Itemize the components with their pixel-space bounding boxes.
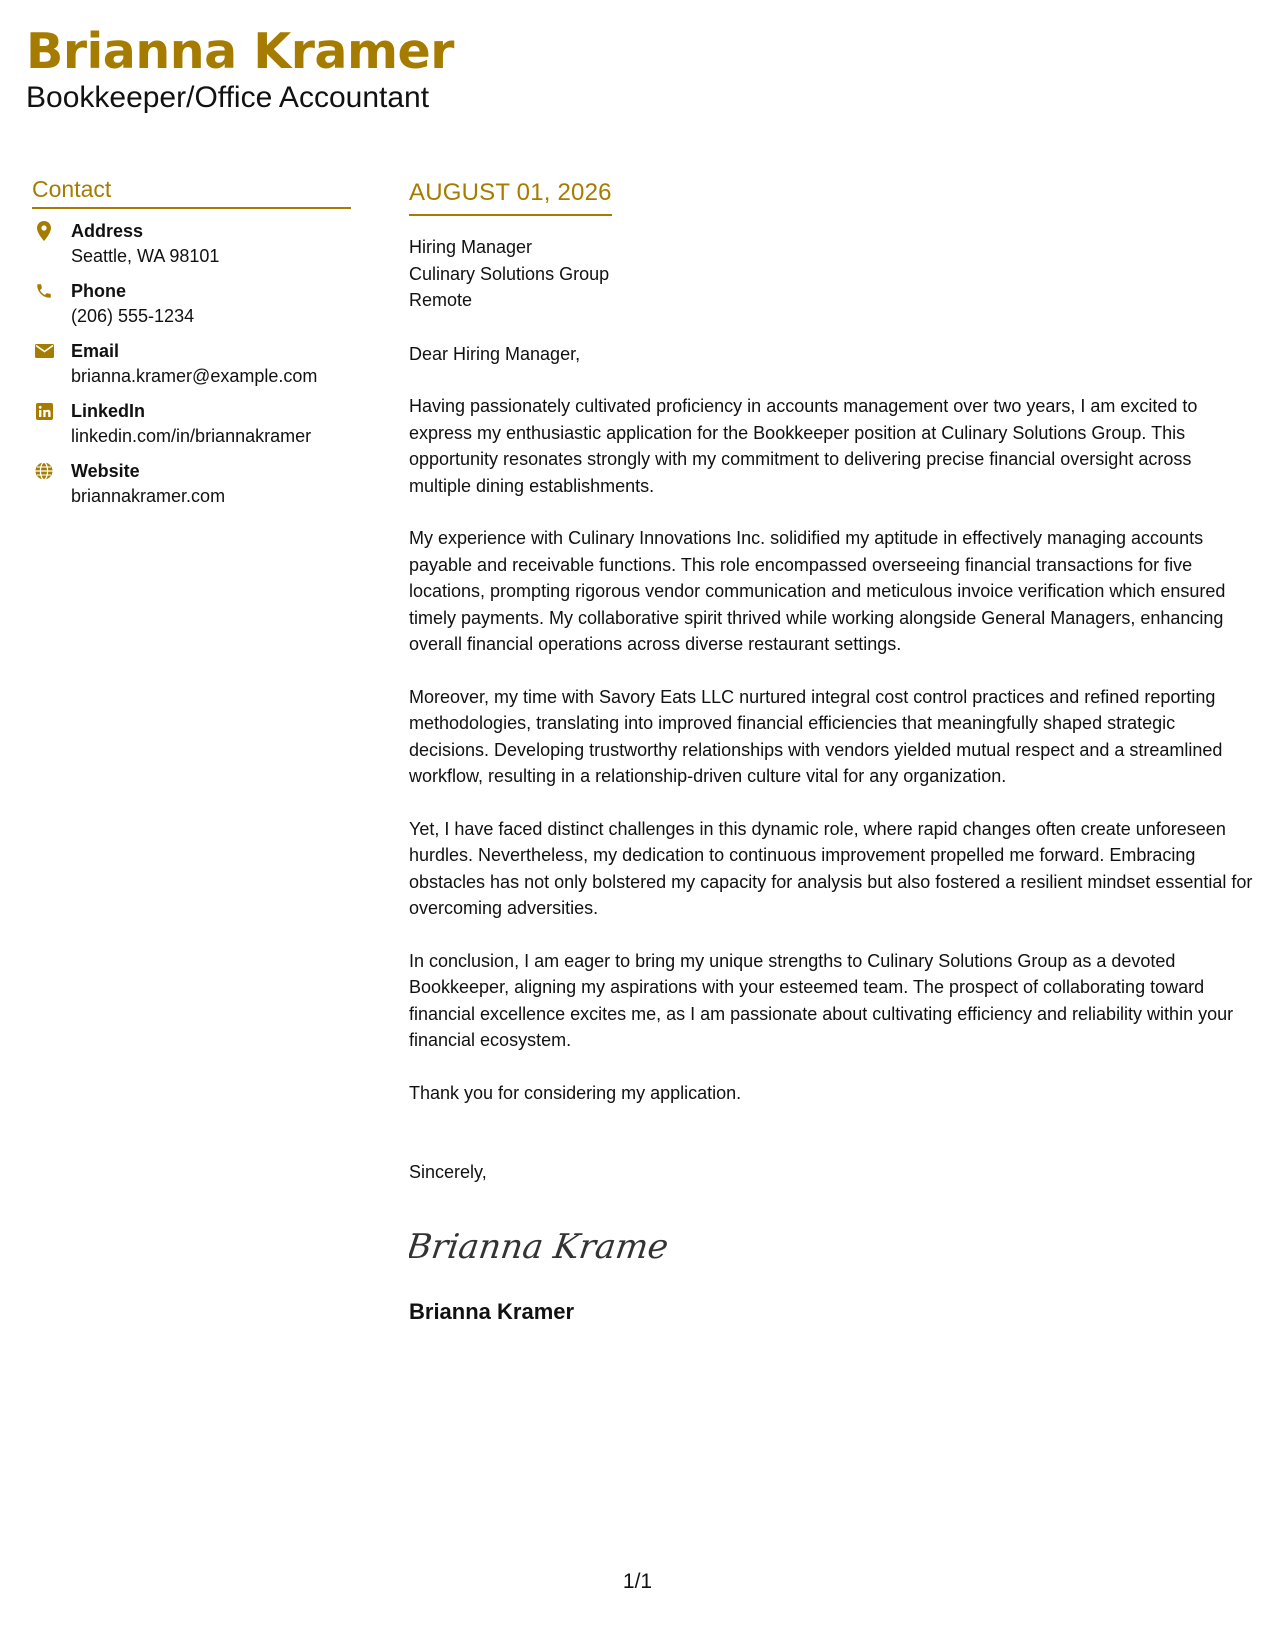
email-value: brianna.kramer@example.com <box>71 366 318 386</box>
contact-label: Website <box>71 461 140 481</box>
letter-body <box>409 176 1254 1326</box>
recipient-line: Remote <box>409 290 473 310</box>
envelope-icon <box>34 341 54 361</box>
applicant-name: Brianna Kramer <box>26 23 454 80</box>
linkedin-value: linkedin.com/in/briannakramer <box>71 426 312 446</box>
contact-heading: Contact <box>32 173 351 209</box>
salutation: Dear Hiring Manager, <box>409 343 581 364</box>
contact-item-linkedin <box>32 399 351 449</box>
contact-item-address <box>32 219 351 269</box>
recipient-line: Culinary Solutions Group <box>409 263 610 284</box>
letter-paragraph: In conclusion, I am eager to bring my unique strengths to Culinary Solutions Group as a devoted Bookkeeper, aligning my aspirations with your esteemed team. The prospect of collaborating toward financial excellence excites me, as I am passionate about cultivating efficiency and reliability within your financial ecosystem. <box>409 950 1234 1050</box>
header <box>26 22 454 116</box>
handwritten-signature <box>409 1216 1254 1276</box>
contact-label: Phone <box>71 281 127 301</box>
contact-label: Email <box>71 341 120 361</box>
job-title: Bookkeeper/Office Accountant <box>26 81 430 114</box>
closing: Sincerely, <box>409 1162 487 1182</box>
contact-item-email <box>32 339 351 389</box>
globe-icon <box>34 461 54 481</box>
contact-label: Address <box>71 221 144 241</box>
linkedin-icon <box>34 401 54 421</box>
phone-icon <box>34 281 54 301</box>
contact-item-website <box>32 459 351 509</box>
letter-paragraph: Having passionately cultivated proficiency in accounts management over two years, I am excited to express my enthusiastic application for the Bookkeeper position at Culinary Solutions Group. This opportunity resonates strongly with my commitment to delivering precise financial oversight across multiple dining establishments. <box>409 396 1198 496</box>
contact-sidebar <box>32 173 351 509</box>
letter-paragraph: Thank you for considering my application. <box>409 1082 742 1103</box>
map-pin-icon <box>34 221 54 241</box>
address-value: Seattle, WA 98101 <box>71 246 220 266</box>
letter-paragraph: Yet, I have faced distinct challenges in this dynamic role, where rapid changes often create unforeseen hurdles. Nevertheless, my dedication to continuous improvement propelled me forward. Embracing obstacles has not only bolstered my capacity for analysis but also fostered a resilient mindset essential for overcoming adversities. <box>409 818 1253 918</box>
letter-paragraph: My experience with Culinary Innovations Inc. solidified my aptitude in effectively managing accounts payable and receivable functions. This role encompassed overseeing financial transactions for five locations, prompting rigorous vendor communication and meticulous invoice verification which ensured timely payments. My collaborative spirit thrived while working alongside General Managers, enhancing overall financial operations across diverse restaurant settings. <box>409 528 1226 654</box>
page-number: 1/1 <box>622 1570 653 1593</box>
phone-value: (206) 555-1234 <box>71 306 195 326</box>
website-value: briannakramer.com <box>71 486 226 506</box>
recipient-line: Hiring Manager <box>409 237 533 257</box>
contact-item-phone <box>32 279 351 329</box>
signer-name: Brianna Kramer <box>409 1298 575 1324</box>
letter-date: AUGUST 01, 2026 <box>409 176 612 216</box>
letter-paragraph: Moreover, my time with Savory Eats LLC nurtured integral cost control practices and refined reporting methodologies, translating into improved financial efficiencies that meaningfully shaped strategic decisions. Developing trustworthy relationships with vendors yielded mutual respect and a streamlined workflow, resulting in a relationship-driven culture vital for any organization. <box>409 686 1223 786</box>
contact-label: LinkedIn <box>71 401 146 421</box>
recipient-block <box>409 234 1254 314</box>
signature-script: Brianna Kramer <box>409 1226 669 1267</box>
